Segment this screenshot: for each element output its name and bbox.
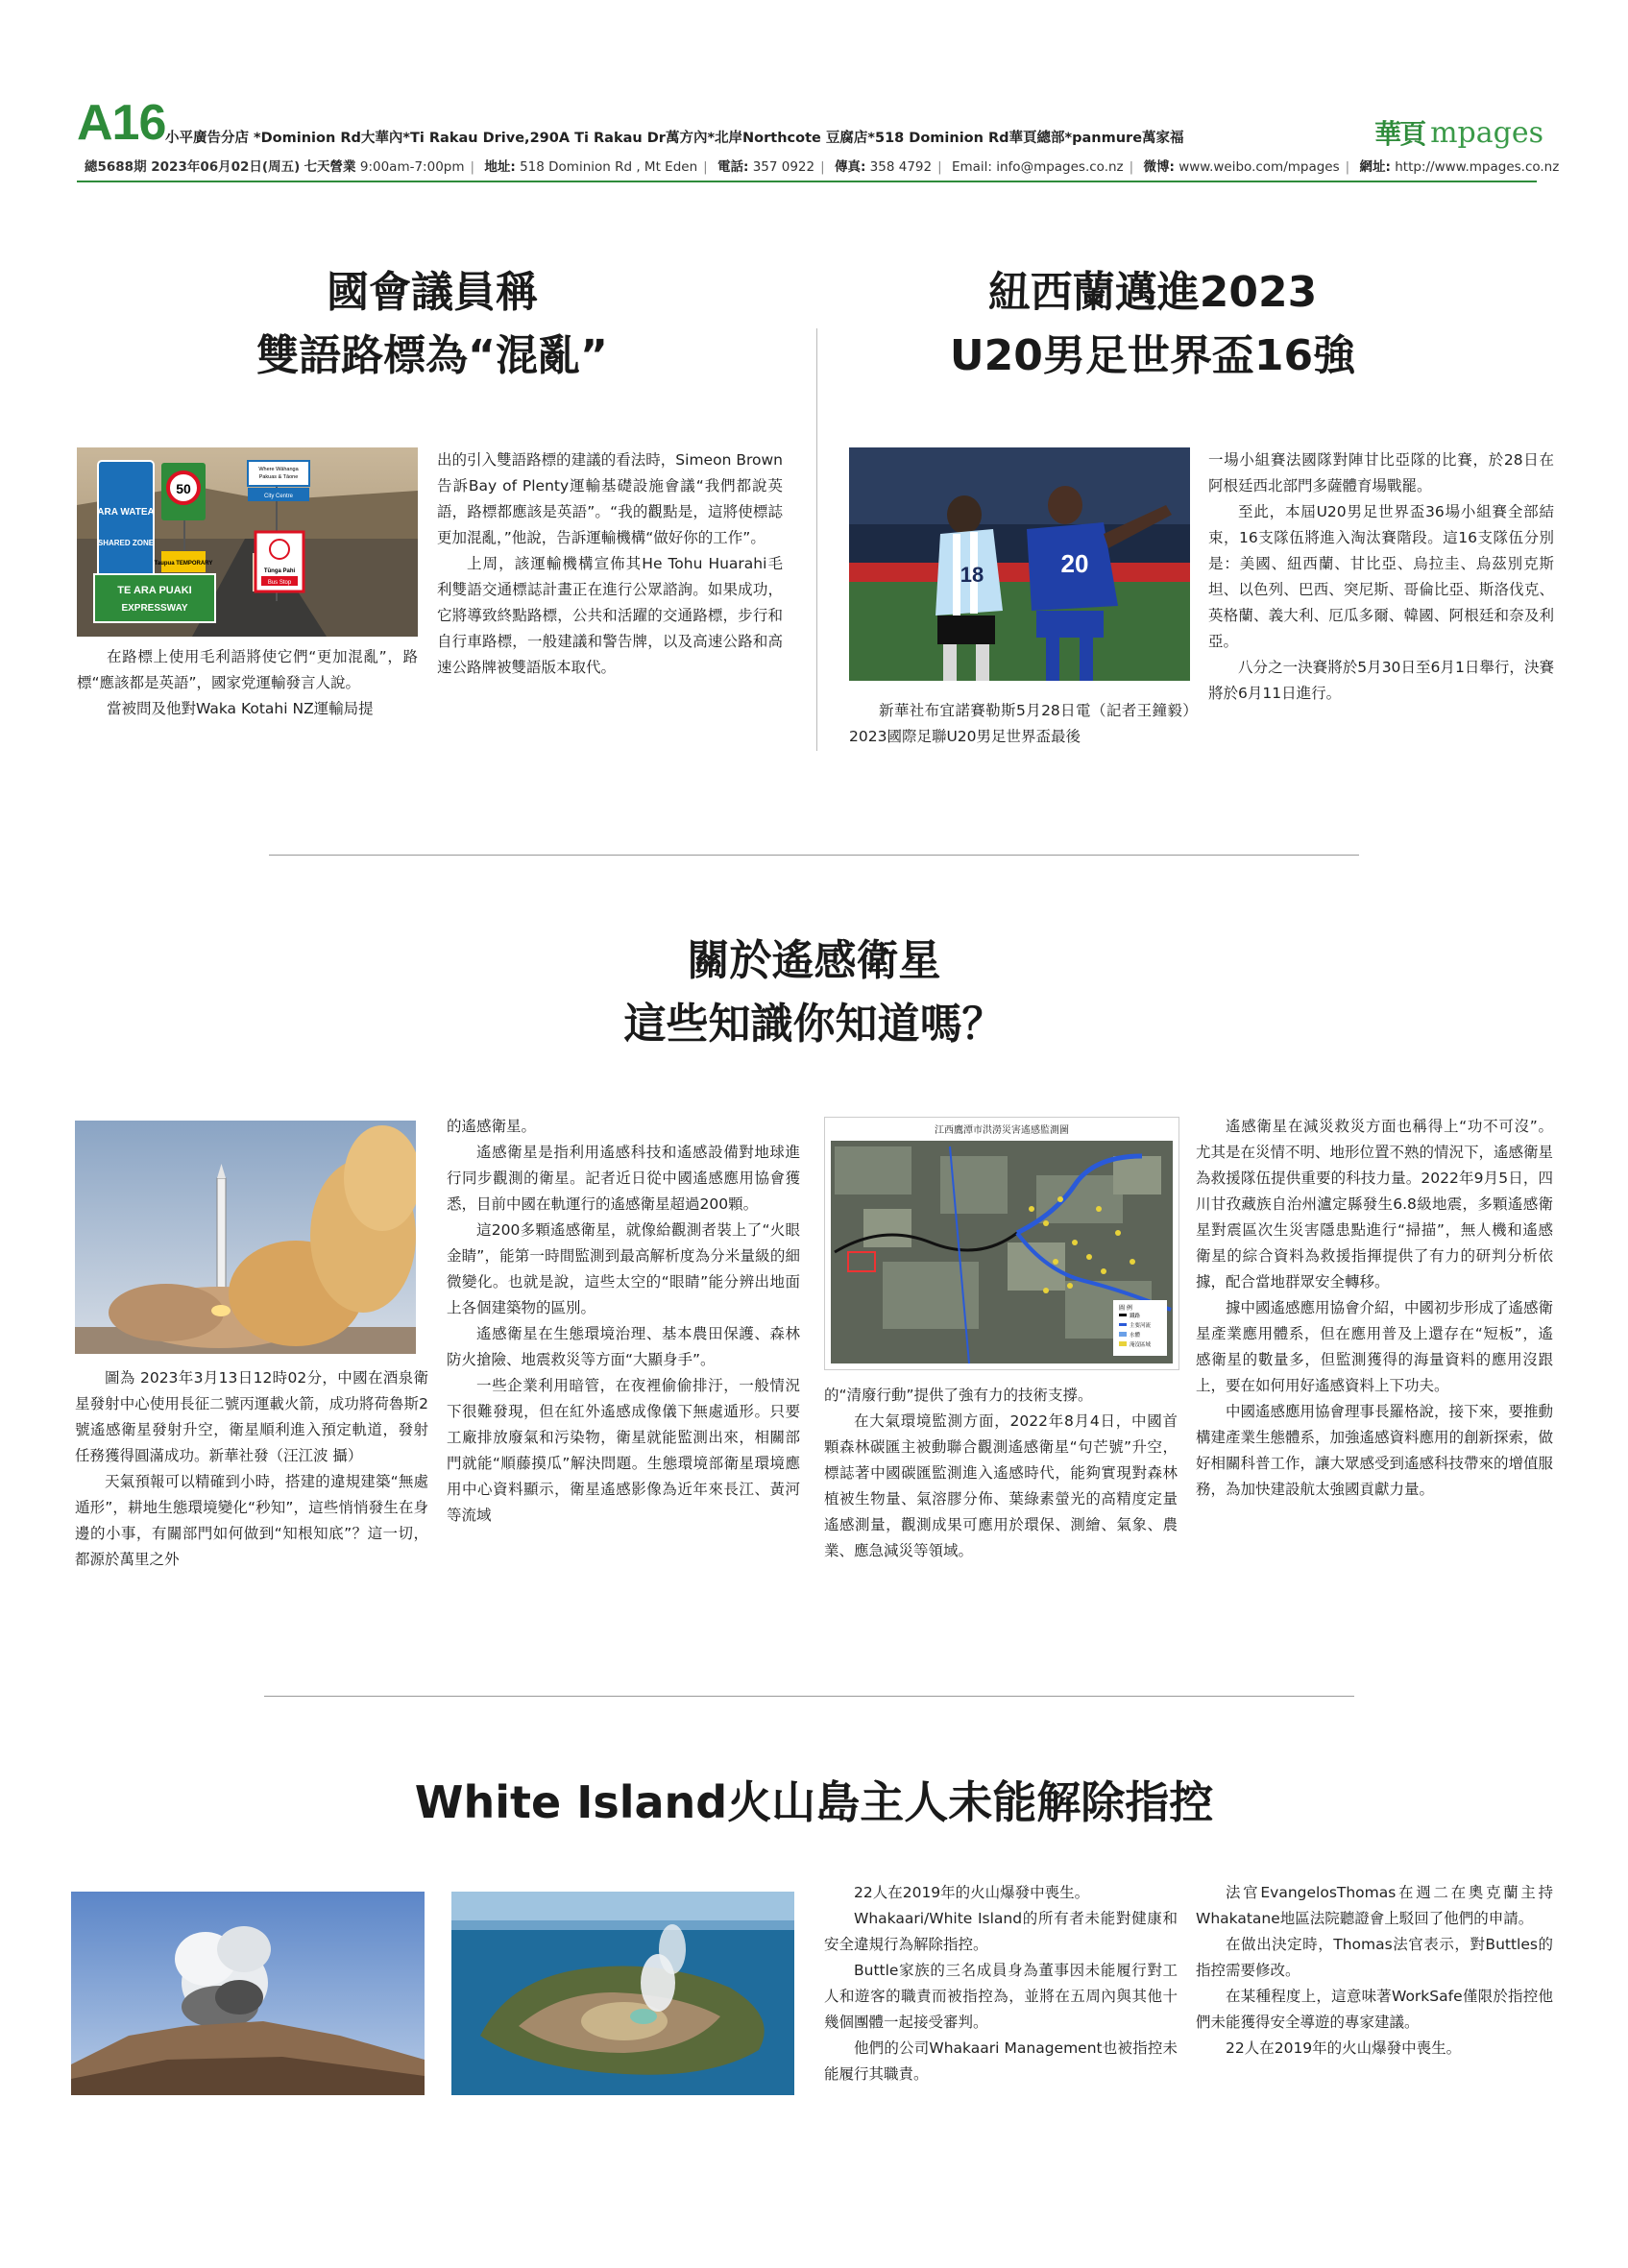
article3-para: 的“清廢行動”提供了強有力的技術支撐。 xyxy=(824,1387,1093,1404)
article4-para: Whakaari/White Island的所有者未能對健康和安全違規行為解除指控。 xyxy=(824,1910,1178,1953)
weibo-link[interactable]: www.weibo.com/mpages xyxy=(1178,159,1340,175)
brand-cn: 華頁 xyxy=(1374,118,1425,150)
article3-headline xyxy=(288,929,1340,1056)
article1-para: 出的引入雙語路標的建議的看法時，Simeon Brown告訴Bay of Plenty運輸基礎設施會議“我們都說英語，路標都應該是英語”。“我的觀點是，這將使標誌更加混亂，”他說，告訴運輸機構“做好你的工作”。 xyxy=(437,451,783,546)
white-island-eruption-photo xyxy=(71,1892,425,2095)
article3-para: 在大氣環境監測方面，2022年8月4日，中國首顆森林碳匯主被動聯合觀測遙感衛星“句芒號”升空，標誌著中國碳匯監測進入遙感時代，能夠實現對森林植被生物量、氣溶膠分佈、葉綠素螢光的高精度定量遙感測量，觀測成果可應用於環保、測繪、氣象、農業、應急減災等領域。 xyxy=(824,1412,1178,1559)
address: 518 Dominion Rd , Mt Eden xyxy=(520,159,698,175)
article1-para: 上周，該運輸機構宣佈其He Tohu Huarahi毛利雙語交通標誌計畫正在進行公眾諮詢。如果成功，它將導致終點路標，公共和活躍的交通路標，步行和自行車路標，一般建議和警告牌，以及高速公路和高速公路牌被雙語版本取代。 xyxy=(437,555,783,676)
article1-headline xyxy=(115,261,749,388)
article2-title-line1: 紐西蘭邁進2023 xyxy=(987,268,1318,317)
article2-headline xyxy=(845,261,1460,388)
fax: 358 4792 xyxy=(869,159,933,175)
sign-pakuas: Pakuas & Tāone xyxy=(258,474,299,480)
column-divider xyxy=(816,328,817,751)
article1-title-line2: 雙語路標為“混亂” xyxy=(256,331,608,380)
brand-en: mpages xyxy=(1430,115,1543,150)
sign-tunga-pahi: Tūnga Pahi xyxy=(263,568,296,574)
sign-shared-zone: SHARED ZONE xyxy=(97,539,155,547)
contact-info-line: 總5688期 2023年06月02日(周五) 七天營業 9:00am-7:00pm | 地址: 518 Dominion Rd , Mt Eden | 電話: 357 0922 | 傳真: 358 4792 | Email: info@mpages.co.nz | 微博: www.weibo.com/mpages | 網址: http://www.mpages.co.nz xyxy=(85,159,1560,175)
photo-caption: 新華社布宜諾賽勒斯5月28日電（記者王鐘毅）2023國際足聯U20男足世界盃最後 xyxy=(849,702,1190,745)
article3-col4 xyxy=(1196,1114,1553,1503)
article3-para: 遙感衛星在減災救災方面也稱得上“功不可沒”。尤其是在災情不明、地形位置不熟的情況下，遙感衛星為救援隊伍提供重要的科技力量。2022年9月5日，四川甘孜藏族自治州瀘定縣發生6.8級地震，多顆遙感衛星對震區次生災害隱患點進行“掃描”，無人機和遙感衛星的綜合資料為救援指揮提供了有力的研判分析依據，配合當地群眾安全轉移。 xyxy=(1196,1118,1554,1291)
article4-para: 22人在2019年的火山爆發中喪生。 xyxy=(854,1884,1090,1901)
sign-where: Where Wāhanga xyxy=(258,467,299,472)
sign-speed-50: 50 xyxy=(176,481,191,496)
rocket-launch-photo xyxy=(75,1121,416,1354)
map-legend-water: 水體 xyxy=(1130,1333,1141,1339)
article3-para: 中國遙感應用協會理事長羅格說，接下來，要推動構建產業生態體系，加強遙感資料應用的創新探索，做好相關科普工作，讓大眾感受到遙感科技帶來的增值服務，為加快建設航太強國貢獻力量。 xyxy=(1196,1403,1554,1498)
jersey-18: 18 xyxy=(960,563,984,587)
article3-para: 遙感衛星在生態環境治理、基本農田保護、森林防火搶險、地震救災等方面“大顯身手”。 xyxy=(447,1325,800,1368)
article3-para: 的遙感衛星。 xyxy=(447,1118,537,1135)
email[interactable]: Email: info@mpages.co.nz xyxy=(951,159,1124,175)
article1-para: 當被問及他對Waka Kotahi NZ運輸局提 xyxy=(107,700,374,717)
sign-te-ara-puaki: TE ARA PUAKI xyxy=(117,585,192,596)
article2-para: 至此，本屆U20男足世界盃36場小組賽全部結束，16支隊伍將進入淘汰賽階段。這16支隊伍分別是：美國、紐西蘭、甘比亞、烏拉圭、烏茲別克斯坦、以色列、巴西、突尼斯、哥倫比亞、斯洛伐克、英格蘭、義大利、厄瓜多爾、韓國、阿根廷和奈及利亞。 xyxy=(1208,503,1554,650)
article4-para: 22人在2019年的火山爆發中喪生。 xyxy=(1226,2039,1462,2057)
flood-monitoring-map xyxy=(824,1117,1179,1370)
sign-city-centre: City Centre xyxy=(263,494,294,499)
article3-col1 xyxy=(75,1365,428,1573)
jersey-20: 20 xyxy=(1060,549,1089,578)
article1-para: 在路標上使用毛利語將使它們“更加混亂”，路標“應該都是英語”，國家党運輸發言人說。 xyxy=(77,648,418,691)
article4-col3 xyxy=(824,1880,1178,2087)
article4-col4 xyxy=(1196,1880,1553,2062)
article3-col3 xyxy=(824,1383,1178,1564)
article4-para: 法官EvangelosThomas在週二在奧克蘭主持Whakatane地區法院聽證會上駁回了他們的申請。 xyxy=(1196,1884,1553,1927)
article3-title-line2: 這些知識你知道嗎？ xyxy=(623,1000,1005,1049)
article4-headline: White Island火山島主人未能解除指控 xyxy=(414,1776,1214,1828)
article2-title-line2: U20男足世界盃16強 xyxy=(949,331,1356,380)
photo-caption: 圖為 2023年3月13日12時02分，中國在酒泉衛星發射中心使用長征二號丙運載火箭，成功將荷魯斯2號遙感衛星發射升空，衛星順利進入預定軌道，發射任務獲得圓滿成功。新華社發（汪江波 攝） xyxy=(75,1369,428,1464)
section-divider xyxy=(269,855,1359,856)
article3-para: 遙感衛星是指利用遙感科技和遙感設備對地球進行同步觀測的衛星。記者近日從中國遙感應用協會獲悉，目前中國在軌運行的遙感衛星超過200顆。 xyxy=(447,1144,800,1213)
web-label: 網址: xyxy=(1359,159,1391,175)
article3-para: 一些企業利用暗管，在夜裡偷偷排汙，一般情況下很難發現，但在紅外遙感成像儀下無處遁形。只要工廠排放廢氣和污染物，衛星就能監測出來，相關部門就能“順藤摸瓜”解決問題。生態環境部衛星環境應用中心資料顯示，衛星遙感影像為近年來長江、黃河等流域 xyxy=(447,1377,800,1524)
brand-logo xyxy=(1374,113,1543,152)
header-divider xyxy=(77,181,1537,182)
address-label: 地址: xyxy=(484,159,516,175)
issue-date: 總5688期 2023年06月02日(周五) xyxy=(85,159,301,175)
sign-expressway: EXPRESSWAY xyxy=(121,603,188,614)
weibo-label: 微博: xyxy=(1143,159,1175,175)
article2-para: 一場小組賽法國隊對陣甘比亞隊的比賽，於28日在阿根廷西北部門多薩體育場戰罷。 xyxy=(1208,451,1554,495)
map-title: 江西鷹潭市洪澇災害遙感監測圖 xyxy=(935,1125,1069,1136)
phone-label: 電話: xyxy=(717,159,749,175)
hours: 9:00am-7:00pm xyxy=(359,159,465,175)
article2-col2 xyxy=(1208,447,1554,707)
sign-bus-stop: Bus Stop xyxy=(267,580,292,586)
article4-para: 在做出決定時，Thomas法官表示，對Buttles的指控需要修改。 xyxy=(1196,1936,1553,1979)
article2-para: 八分之一決賽將於5月30日至6月1日舉行，決賽將於6月11日進行。 xyxy=(1208,659,1554,702)
phone: 357 0922 xyxy=(752,159,815,175)
branch-locations: 小平廣告分店 *Dominion Rd大華內*Ti Rakau Drive,290A Ti Rakau Dr萬方內*北岸Northcote 豆腐店*518 Dominion Rd華頁總部*panmure萬家福 xyxy=(165,131,1184,146)
article3-para: 這200多顆遙感衛星，就像給觀測者裝上了“火眼金睛”，能第一時間監測到最高解析度為分米量級的細微變化。也就是說，這些太空的“眼睛”能分辨出地面上各個建築物的區別。 xyxy=(447,1221,800,1316)
article4-para: 在某種程度上，這意味著WorkSafe僅限於指控他們未能獲得安全導遊的專家建議。 xyxy=(1196,1988,1553,2031)
article4-para: 他們的公司Whakaari Management也被指控未能履行其職責。 xyxy=(824,2039,1178,2083)
sign-temporary: Taupua TEMPORARY xyxy=(154,561,213,567)
page-number: A16 xyxy=(77,95,166,151)
article2-caption xyxy=(849,698,1190,750)
article1-col2 xyxy=(437,447,783,681)
map-legend-title: 圖 例 xyxy=(1119,1305,1132,1312)
article3-para: 天氣預報可以精確到小時，搭建的違規建築“無處遁形”，耕地生態環境變化“秒知”，這些悄悄發生在身邊的小事，有關部門如何做到“知根知底”？這一切，都源於萬里之外 xyxy=(75,1473,428,1568)
map-legend-flooded: 淹沒區域 xyxy=(1130,1342,1152,1348)
map-legend-rail: 鐵路 xyxy=(1130,1314,1141,1319)
road-signs-photo xyxy=(77,447,418,637)
article1-title-line1: 國會議員稱 xyxy=(327,268,538,317)
section-divider xyxy=(264,1696,1354,1697)
article3-para: 據中國遙感應用協會介紹，中國初步形成了遙感衛星產業應用體系，但在應用普及上還存在“短板”，遙感衛星的數量多，但監測獲得的海量資料的應用沒跟上，要在如何用好遙感資料上下功夫。 xyxy=(1196,1299,1554,1394)
hours-label: 七天營業 xyxy=(304,159,356,175)
fax-label: 傳真: xyxy=(834,159,866,175)
map-legend-river: 主要河流 xyxy=(1130,1323,1152,1329)
sign-ara-watea: ARA WATEA xyxy=(97,507,155,518)
article3-title-line1: 關於遙感衛星 xyxy=(687,936,941,985)
website-link[interactable]: http://www.mpages.co.nz xyxy=(1395,159,1560,175)
article4-para: Buttle家族的三名成員身為董事因未能履行對工人和遊客的職責而被指控為，並將在五周內與其他十幾個團體一起接受審判。 xyxy=(824,1962,1178,2031)
white-island-aerial-photo xyxy=(451,1892,794,2095)
football-photo xyxy=(849,447,1190,681)
article3-col2 xyxy=(447,1114,800,1529)
article1-col1 xyxy=(77,644,418,722)
